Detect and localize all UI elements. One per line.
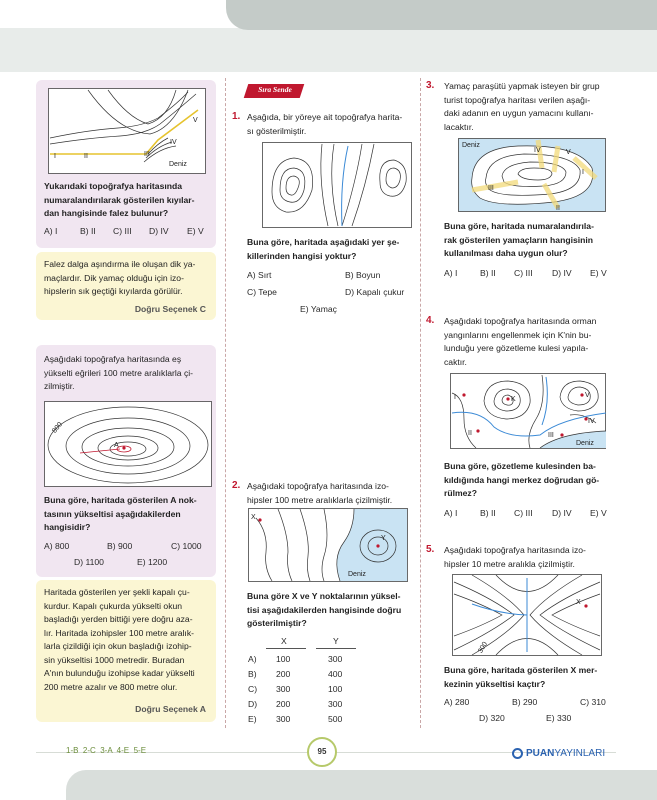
map-label-i: I xyxy=(582,169,584,176)
map-label-iii: III xyxy=(548,432,554,439)
map-label-300: 300 xyxy=(477,640,490,655)
page-number: 95 xyxy=(307,737,337,767)
left-q1-option-b: B) II xyxy=(80,226,96,236)
right-q5-option-d: D) 320 xyxy=(479,713,505,723)
map-label-i: I xyxy=(54,153,56,160)
header-band xyxy=(0,28,657,72)
map-label-ii: II xyxy=(556,205,560,212)
map-label-iv: IV xyxy=(588,418,595,425)
table-row-d-x: 200 xyxy=(276,699,291,709)
map-label-v: V xyxy=(566,149,571,156)
table-row-a-y: 300 xyxy=(328,654,343,664)
mid-q1-option-e: E) Yamaç xyxy=(300,304,337,314)
left-q2-intro: Aşağıdaki topoğrafya haritasında eş yükselti eğrileri 100 metre aralıklarla çi- zilmiştir. xyxy=(44,354,194,391)
map-label-k: K xyxy=(511,396,516,403)
right-q4-option-c: C) III xyxy=(514,508,533,518)
map-label-x: X xyxy=(251,514,256,521)
right-q5-intro: Aşağıdaki topoğrafya haritasında izo- hipsler 10 metre aralıkla çizilmiştir. xyxy=(444,545,586,569)
map-label-sea: Deniz xyxy=(348,571,366,578)
left-q2-option-d: D) 1100 xyxy=(74,557,104,567)
right-q3-option-d: D) IV xyxy=(552,268,572,278)
table-row-e-x: 300 xyxy=(276,714,291,724)
table-row-c-x: 300 xyxy=(276,684,291,694)
table-row-b-label: B) xyxy=(248,669,257,679)
map-label-x: X xyxy=(576,599,581,606)
right-q4-option-a: A) I xyxy=(444,508,458,518)
table-row-c-y: 100 xyxy=(328,684,343,694)
mid-q2-intro: Aşağıdaki topoğrafya haritasında izo- hipsler 100 metre aralıklarla çizilmiştir. xyxy=(247,481,393,505)
map-label-iv: IV xyxy=(534,147,541,154)
left-q2-answer: Doğru Seçenek A xyxy=(135,704,206,714)
mid-q2-number: 2. xyxy=(232,480,241,491)
right-q5-option-e: E) 330 xyxy=(546,713,572,723)
left-q1-explanation: Falez dalga aşındırma ile oluşan dik ya- maçlardır. Dik yamaç olduğu için izo- hipslerin sık geçtiği kıyılarda görülür. xyxy=(44,259,196,296)
divider-right xyxy=(420,78,421,728)
table-row-b-x: 200 xyxy=(276,669,291,679)
mid-q1-option-b: B) Boyun xyxy=(345,270,381,280)
map-label-sea: Deniz xyxy=(169,161,187,168)
left-q1-option-d: D) IV xyxy=(149,226,169,236)
table-row-e-y: 500 xyxy=(328,714,343,724)
mid-q2-question: Buna göre X ve Y noktalarının yüksel- tisi aşağıdakilerden hangisinde doğru gösterilmiştir? xyxy=(247,591,402,628)
right-q5-option-a: A) 280 xyxy=(444,697,470,707)
table-row-a-label: A) xyxy=(248,654,257,664)
table-row-c-label: C) xyxy=(248,684,258,694)
brand-logo xyxy=(512,745,605,761)
left-q2-option-e: E) 1200 xyxy=(137,557,168,567)
table-header-y: Y xyxy=(333,636,339,646)
right-q3-intro: Yamaç paraşütü yapmak isteyen bir grup turist topoğrafya haritası verilen aşağı- daki adanın en uygun yamacını kullanı- lacaktır. xyxy=(444,81,600,132)
right-q5-number: 5. xyxy=(426,544,435,555)
right-q5-option-b: B) 290 xyxy=(512,697,538,707)
map-label-y: Y xyxy=(381,535,386,542)
footer-answers: 1-B 2-C 3-A 4-E 5-E xyxy=(66,746,147,755)
map-label-iii: III xyxy=(488,185,494,192)
left-q1-map xyxy=(48,88,206,174)
right-q3-question: Buna göre, haritada numaralandırıla- rak gösterilen yamaçların hangisinin kullanılması daha uygun olur? xyxy=(444,221,594,258)
mid-q1-option-c: C) Tepe xyxy=(247,287,277,297)
table-rule-y xyxy=(316,648,356,649)
map-label-v: V xyxy=(193,117,198,124)
map-label-ii: II xyxy=(84,153,88,160)
right-q4-intro: Aşağıdaki topoğrafya haritasında orman yangınlarını engellenmek için K'nin bu- lunduğu yere gözetleme kulesi yapıla- caktır. xyxy=(444,316,597,367)
table-rule-x xyxy=(266,648,306,649)
right-q4-question: Buna göre, gözetleme kulesinden ba- kıldığında hangi merkez doğrudan gö- rülmez? xyxy=(444,461,600,498)
mid-q1-option-a: A) Sırt xyxy=(247,270,272,280)
brand-icon xyxy=(512,748,523,759)
right-q5-question: Buna göre, haritada gösterilen X mer- kezinin yükseltisi kaçtır? xyxy=(444,665,598,689)
left-q2-option-a: A) 800 xyxy=(44,541,70,551)
table-header-x: X xyxy=(281,636,287,646)
banner-text: Sıra Sende xyxy=(258,85,292,94)
left-q1-option-c: C) III xyxy=(113,226,132,236)
table-row-a-x: 100 xyxy=(276,654,291,664)
right-q4-option-b: B) II xyxy=(480,508,496,518)
right-q4-option-d: D) IV xyxy=(552,508,572,518)
table-row-e-label: E) xyxy=(248,714,257,724)
map-label-sea: Deniz xyxy=(462,142,480,149)
right-q3-map xyxy=(458,138,606,212)
brand-name: PUAN xyxy=(526,747,555,759)
map-label-v: V xyxy=(585,392,590,399)
right-q3-option-a: A) I xyxy=(444,268,458,278)
right-q4-map xyxy=(450,373,606,449)
map-label-iii: III xyxy=(144,151,150,158)
right-q3-number: 3. xyxy=(426,80,435,91)
header-tab xyxy=(226,0,657,30)
left-q1-answer: Doğru Seçenek C xyxy=(134,304,206,314)
map-label-i: I xyxy=(454,394,456,401)
left-q1-option-e: E) V xyxy=(187,226,204,236)
mid-q1-number: 1. xyxy=(232,111,241,122)
left-q1-option-a: A) I xyxy=(44,226,58,236)
mid-q1-intro: Aşağıda, bir yöreye ait topoğrafya harita- sı gösterilmiştir. xyxy=(247,112,403,136)
right-q5-map xyxy=(452,574,602,656)
map-label-sea: Deniz xyxy=(576,440,594,447)
left-q2-map xyxy=(44,401,212,487)
right-q3-option-c: C) III xyxy=(514,268,533,278)
left-q2-explanation: Haritada gösterilen yer şekli kapalı çu- kurdur. Kapalı çukurda yükselti okun başladığı yerden bittiği yere doğru aza- lır. Haritada izohipsler 100 metre aralık- larla çizildiği için okun başladığı izohip- sin yükseltisi 1000 metredir. Buradan A'nın bulunduğu izohipse kadar yükselti 200 metre azalır ve 800 metre olur. xyxy=(44,587,195,692)
mid-q1-option-d: D) Kapalı çukur xyxy=(345,287,405,297)
table-row-d-y: 300 xyxy=(328,699,343,709)
brand-suffix: YAYINLARI xyxy=(554,747,606,759)
table-row-d-label: D) xyxy=(248,699,258,709)
right-q3-option-e: E) V xyxy=(590,268,607,278)
mid-q1-map xyxy=(262,142,412,228)
map-label-a: A xyxy=(114,442,119,449)
map-label-iv: IV xyxy=(170,139,177,146)
table-row-b-y: 400 xyxy=(328,669,343,679)
mid-q1-question: Buna göre, haritada aşağıdaki yer şe- killerinden hangisi yoktur? xyxy=(247,237,400,261)
right-q3-option-b: B) II xyxy=(480,268,496,278)
map-label-800: 800 xyxy=(51,421,65,435)
footer-band xyxy=(66,770,657,800)
left-q2-option-c: C) 1000 xyxy=(171,541,202,551)
left-q2-option-b: B) 900 xyxy=(107,541,133,551)
mid-q2-map xyxy=(248,508,408,582)
right-q5-option-c: C) 310 xyxy=(580,697,606,707)
divider-left xyxy=(225,78,226,728)
left-q2-question: Buna göre, haritada gösterilen A nok- tasının yükseltisi aşağıdakilerden hangisidir? xyxy=(44,495,197,532)
map-label-ii: II xyxy=(468,430,472,437)
right-q4-number: 4. xyxy=(426,315,435,326)
right-q4-option-e: E) V xyxy=(590,508,607,518)
left-q1-question: Yukarıdaki topoğrafya haritasında numaralandırılarak gösterilen kıyılar- dan hangisinde falez bulunur? xyxy=(44,181,195,218)
